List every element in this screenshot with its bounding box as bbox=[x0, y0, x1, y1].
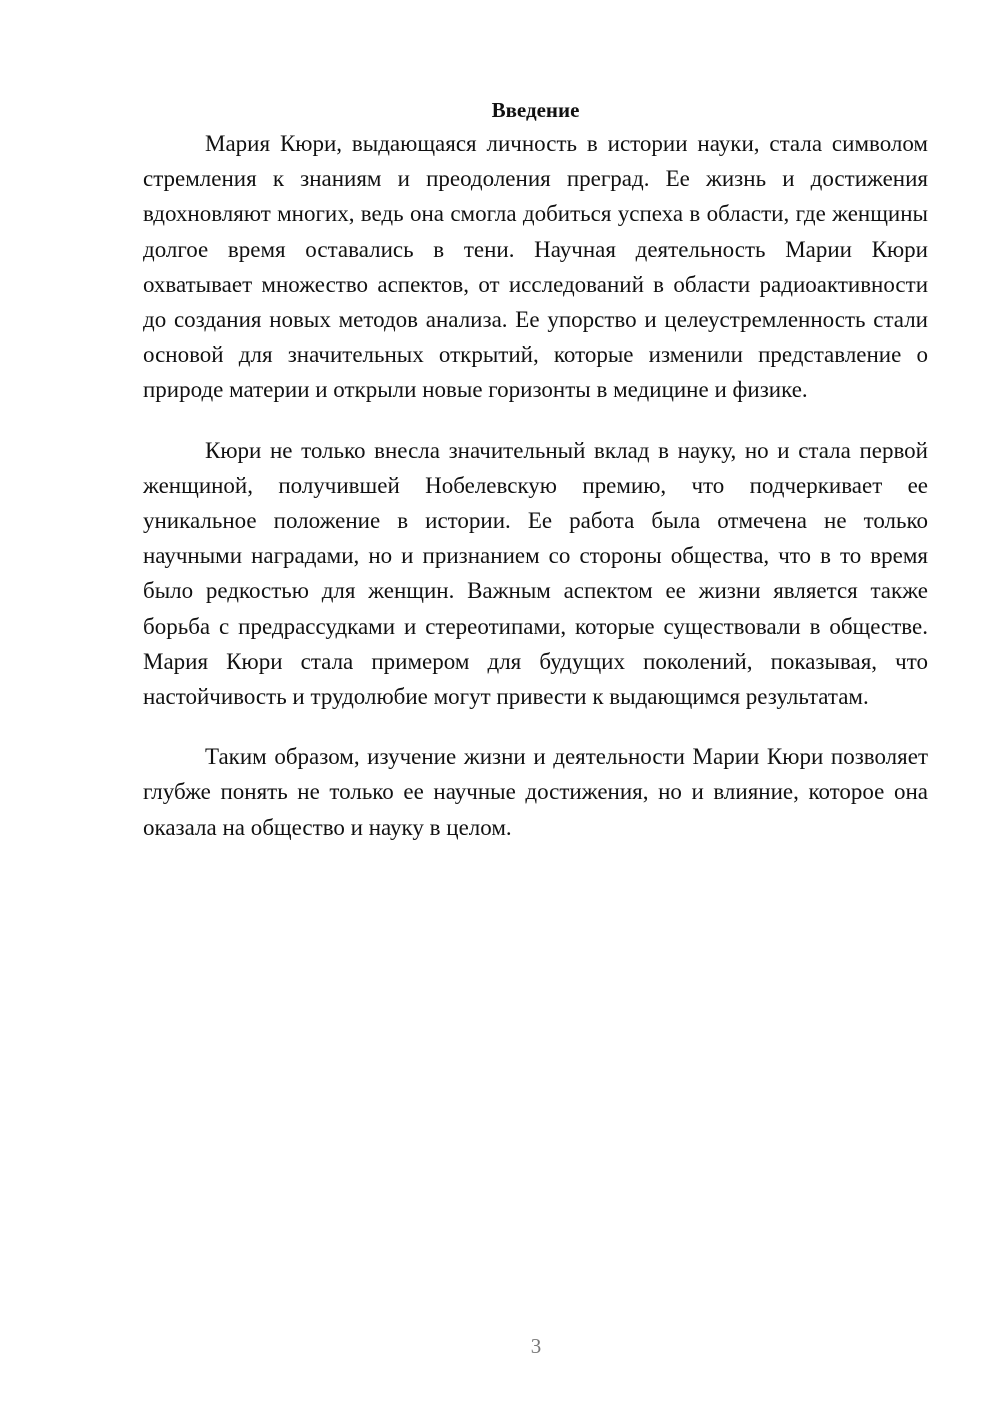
section-title: Введение bbox=[491, 98, 580, 122]
paragraph-1: Мария Кюри, выдающаяся личность в истории науки, стала символом стремления к знаниям и преодоления преград. Ее жизнь и достижения вдохновляют многих, ведь она смогла добиться успеха в области, где женщины долгое время оставались в тени. Научная деятельность Марии Кюри охватывает множество аспектов, от исследований в области радиоактивности до создания новых методов анализа. Ее упорство и целеустремленность стали основой для значительных открытий, которые изменили представление о природе материи и открыли новые горизонты в медицине и физике. bbox=[143, 131, 928, 403]
page-content bbox=[143, 94, 928, 870]
paragraph-2: Кюри не только внесла значительный вклад в науку, но и стала первой женщиной, получившей Нобелевскую премию, что подчеркивает ее уникальное положение в истории. Ее работа была отмечена не только научными наградами, но и признанием со стороны общества, что в то время было редкостью для женщин. Важным аспектом ее жизни является также борьба с предрассудками и стереотипами, которые существовали в обществе. Мария Кюри стала примером для будущих поколений, показывая, что настойчивость и трудолюбие могут привести к выдающимся результатам. bbox=[143, 437, 928, 710]
paragraph-3: Таким образом, изучение жизни и деятельности Марии Кюри позволяет глубже понять не только ее научные достижения, но и влияние, которое она оказала на общество и науку в целом. bbox=[143, 744, 928, 840]
page-number: 3 bbox=[530, 1334, 542, 1358]
